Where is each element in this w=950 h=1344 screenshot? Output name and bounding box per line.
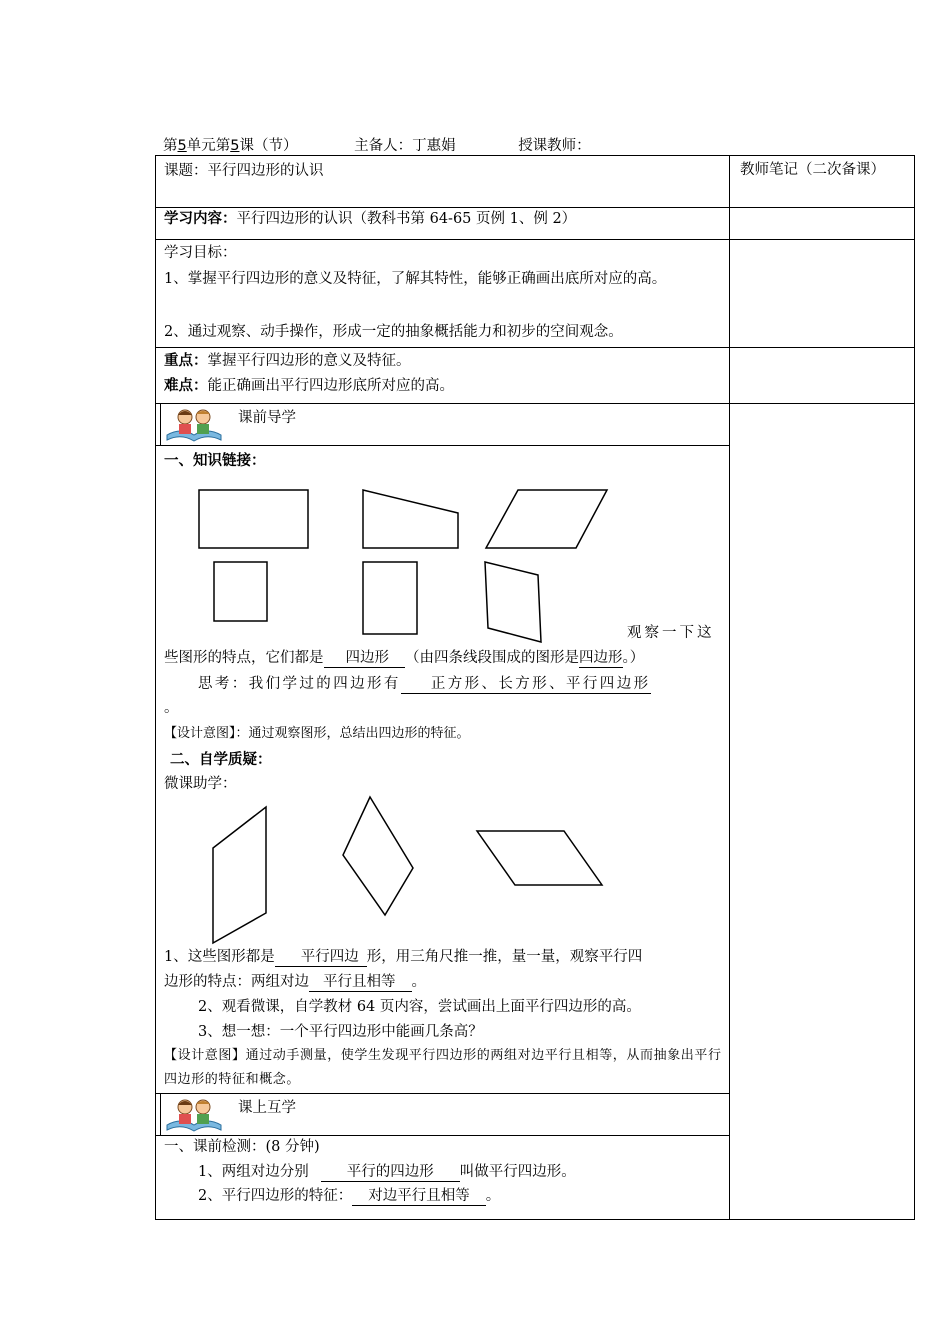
unit-mid: 单元第	[186, 138, 231, 154]
blank-parallel-quad: 平行的四边形	[321, 1165, 460, 1182]
check-question-1	[198, 1164, 576, 1182]
question-3: 3、想一想：一个平行四边形中能画几条高？	[198, 1024, 483, 1040]
self-study-heading: 二、自学质疑：	[170, 752, 272, 768]
content-row	[164, 211, 576, 228]
check-q2-text: 2、平行四边形的特征：	[198, 1188, 353, 1204]
check-q2-end: 。	[485, 1188, 501, 1204]
check-question-2	[198, 1188, 500, 1206]
section-in-title: 课上互学	[238, 1100, 296, 1116]
teacher-label: 授课教师：	[518, 138, 591, 154]
rhombus-shape	[343, 797, 413, 915]
content-label: 学习内容：	[164, 211, 237, 227]
check-q1-text: 1、两组对边分别	[198, 1164, 309, 1180]
parallelogram-figures	[200, 795, 620, 950]
preparer: 主备人：丁惠娟	[354, 138, 456, 154]
observe-line-1: 观察一下这	[627, 625, 715, 641]
topic-value: 平行四边形的认识	[207, 163, 324, 179]
reading-kids-icon-2	[163, 1095, 225, 1133]
lesson-number: 5	[230, 138, 240, 154]
observe-end: 。）	[622, 650, 645, 666]
micro-lesson-label: 微课助学：	[164, 776, 237, 792]
reading-kids-icon	[163, 405, 225, 443]
tall-rectangle-shape	[363, 562, 417, 634]
quadrilateral-figures	[190, 480, 630, 650]
q1-text-2: 形，用三角尺推一推，量一量，观察平行四	[366, 949, 643, 965]
blank-shapes-learned: 正方形、长方形、平行四边形	[401, 677, 651, 694]
goal-item-2: 2、通过观察、动手操作，形成一定的抽象概括能力和初步的空间观念。	[164, 324, 623, 340]
tilted-parallelogram-shape	[213, 807, 266, 943]
q1-end: 。	[411, 974, 426, 990]
blank-parallel-equal: 平行且相等	[309, 975, 412, 992]
observe-text: 些图形的特点，它们都是	[164, 650, 324, 666]
teacher-notes-label: 教师笔记（二次备课）	[740, 162, 885, 178]
check-heading: 一、课前检测：(8 分钟)	[164, 1139, 320, 1155]
content-value: 平行四边形的认识（教科书第 64-65 页例 1、例 2）	[236, 211, 577, 227]
question-2: 2、观看微课，自学教材 64 页内容，尝试画出上面平行四边形的高。	[198, 999, 641, 1015]
design-intent-1: 【设计意图】：通过观察图形，总结出四边形的特征。	[164, 726, 470, 741]
question-1-line-1	[164, 949, 642, 967]
goals-label: 学习目标：	[164, 245, 237, 261]
square-shape	[214, 562, 267, 621]
q1-text: 1、这些图形都是	[164, 949, 275, 965]
q1-text-3: 边形的特点：两组对边	[164, 974, 309, 990]
difficult-point	[164, 378, 454, 395]
difficult-label: 难点：	[164, 378, 208, 394]
knowledge-heading: 一、知识链接：	[164, 453, 266, 469]
key-label: 重点：	[164, 353, 208, 369]
blank-quadrilateral: 四边形	[324, 651, 406, 668]
think-line	[198, 676, 651, 694]
observe-line-2	[164, 650, 644, 668]
difficult-value: 能正确画出平行四边形底所对应的高。	[207, 378, 454, 394]
lesson-suffix: 课（节）	[239, 138, 298, 154]
question-1-line-2	[164, 974, 426, 992]
check-q1-end: 叫做平行四边形。	[459, 1164, 576, 1180]
blank-feature: 对边平行且相等	[352, 1189, 486, 1206]
topic-row	[164, 163, 324, 180]
flat-parallelogram-shape	[477, 831, 602, 885]
goal-item-1: 1、掌握平行四边形的意义及特征，了解其特性，能够正确画出底所对应的高。	[164, 271, 667, 287]
key-value: 掌握平行四边形的意义及特征。	[207, 353, 411, 369]
unit-number: 5	[177, 138, 187, 154]
blank-quadrilateral-2: 四边形	[579, 650, 623, 666]
think-end: 。	[164, 700, 179, 716]
page-header	[163, 134, 591, 155]
key-point	[164, 353, 411, 370]
topic-label: 课题：	[164, 163, 208, 179]
blank-parallelogram: 平行四边	[275, 950, 367, 967]
design-intent-2: 【设计意图】通过动手测量，使学生发现平行四边形的两组对边平行且相等，从而抽象出平行四边形的特征和概念。	[164, 1048, 722, 1087]
trapezoid-shape	[363, 490, 458, 548]
rectangle-shape	[199, 490, 308, 548]
section-pre-title: 课前导学	[238, 410, 296, 426]
observe-text-2: （由四条线段围成的图形是	[405, 650, 579, 666]
parallelogram-shape	[486, 490, 607, 548]
quadrilateral-shape	[485, 562, 541, 642]
think-text: 思考：我们学过的四边形有	[198, 676, 401, 692]
unit-prefix: 第	[163, 138, 178, 154]
